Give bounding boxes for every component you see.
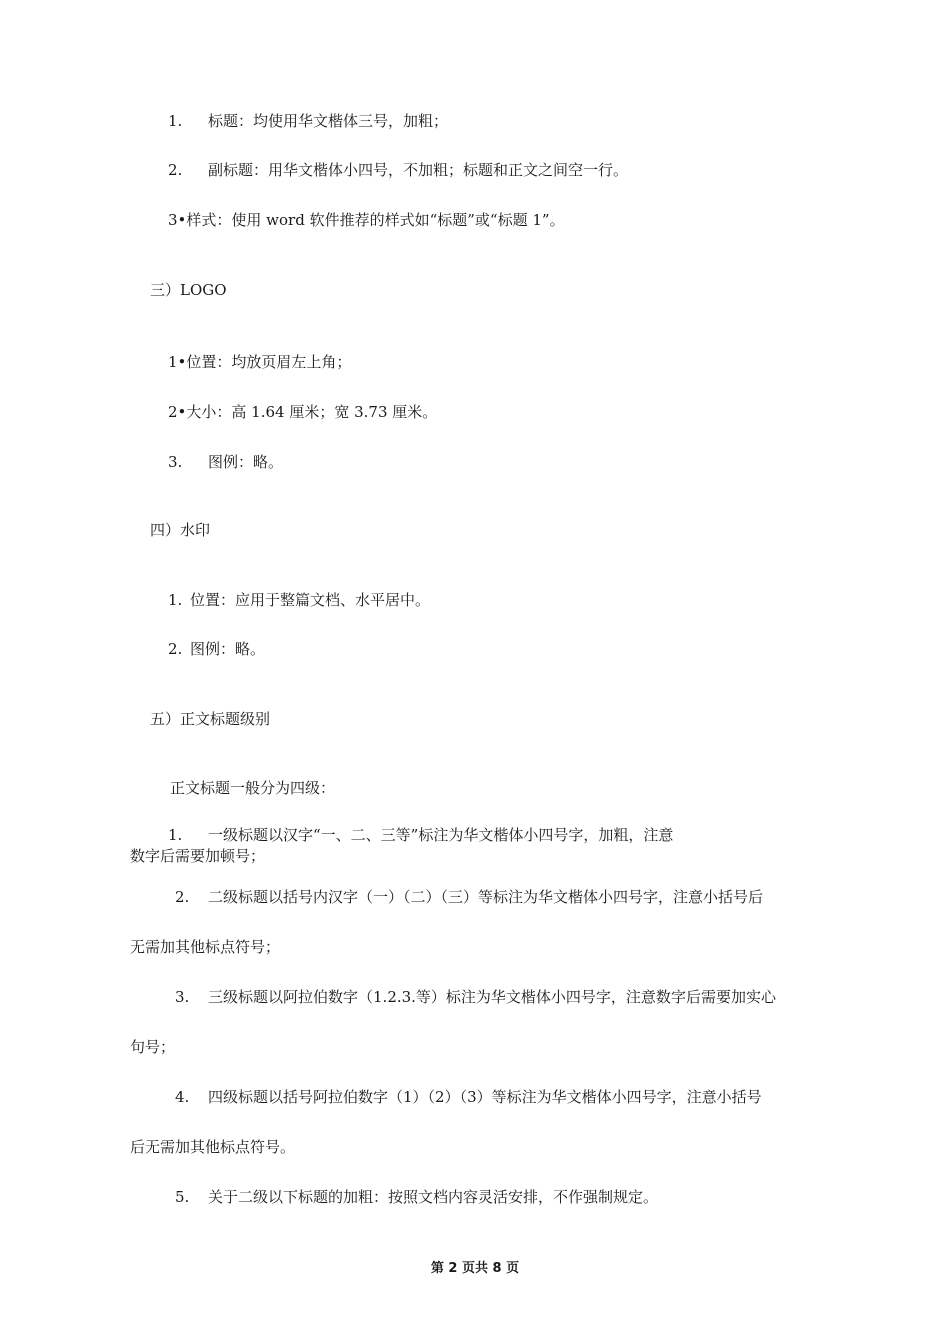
list-text: 关于二级以下标题的加粗：按照文档内容灵活安排，不作强制规定。 [208, 1188, 659, 1206]
list-number: 3. [168, 453, 183, 471]
list-text: 位置：应用于整篇文档、水平居中。 [190, 591, 431, 609]
list-item-continuation: 句号； [130, 1038, 176, 1056]
list-item-line [175, 987, 776, 1007]
list-text: 图例：略。 [208, 453, 284, 471]
page-number-footer: 第 2 页共 8 页 [430, 1261, 520, 1276]
list-text: 标题：均使用华文楷体三号，加粗； [208, 112, 449, 130]
list-item-continuation: 数字后需要加顿号； [130, 847, 266, 865]
list-number: 1• [168, 353, 187, 371]
list-text: 位置：均放页眉左上角； [186, 353, 352, 371]
list-item-line [175, 1087, 762, 1107]
list-number: 1. [168, 591, 183, 609]
list-item [168, 402, 437, 422]
intro-paragraph: 正文标题一般分为四级： [170, 779, 336, 797]
section-heading-watermark: 四）水印 [150, 521, 211, 539]
list-text: 一级标题以汉字“一、二、三等”标注为华文楷体小四号字，加粗，注意 [208, 826, 674, 844]
list-text: 二级标题以括号内汉字（一）（二）（三）等标注为华文楷体小四号字，注意小括号后 [208, 888, 764, 906]
list-text: 四级标题以括号阿拉伯数字（1）（2）（3）等标注为华文楷体小四号字，注意小括号 [208, 1088, 762, 1106]
list-text: 三级标题以阿拉伯数字（1.2.3.等）标注为华文楷体小四号字，注意数字后需要加实心 [208, 988, 776, 1006]
list-number: 3. [175, 988, 190, 1006]
list-item [168, 590, 430, 610]
list-number: 2. [168, 161, 183, 179]
list-item [168, 639, 265, 659]
list-text: 图例：略。 [190, 640, 266, 658]
list-text: 副标题：用华文楷体小四号，不加粗；标题和正文之间空一行。 [208, 161, 629, 179]
list-number: 2. [175, 888, 190, 906]
list-item [168, 452, 283, 472]
list-item [168, 160, 628, 180]
list-item [168, 352, 351, 372]
list-number: 2. [168, 640, 183, 658]
list-item-continuation: 无需加其他标点符号； [130, 938, 281, 956]
list-number: 4. [175, 1088, 190, 1106]
list-number: 3• [168, 211, 187, 229]
list-number: 1. [168, 826, 183, 844]
list-item [168, 111, 448, 131]
list-item-line [168, 825, 673, 845]
list-item-line [175, 1187, 658, 1207]
list-number: 1. [168, 112, 183, 130]
list-item-continuation: 后无需加其他标点符号。 [130, 1138, 296, 1156]
list-number: 2• [168, 403, 187, 421]
list-item-line [175, 887, 763, 907]
list-text: 样式：使用 word 软件推荐的样式如“标题”或“标题 1”。 [186, 211, 565, 229]
section-heading-levels: 五）正文标题级别 [150, 710, 271, 728]
list-number: 5. [175, 1188, 190, 1206]
list-text: 大小：高 1.64 厘米；宽 3.73 厘米。 [186, 403, 438, 421]
section-heading-logo: 三）LOGO [150, 281, 227, 299]
list-item [168, 210, 565, 230]
